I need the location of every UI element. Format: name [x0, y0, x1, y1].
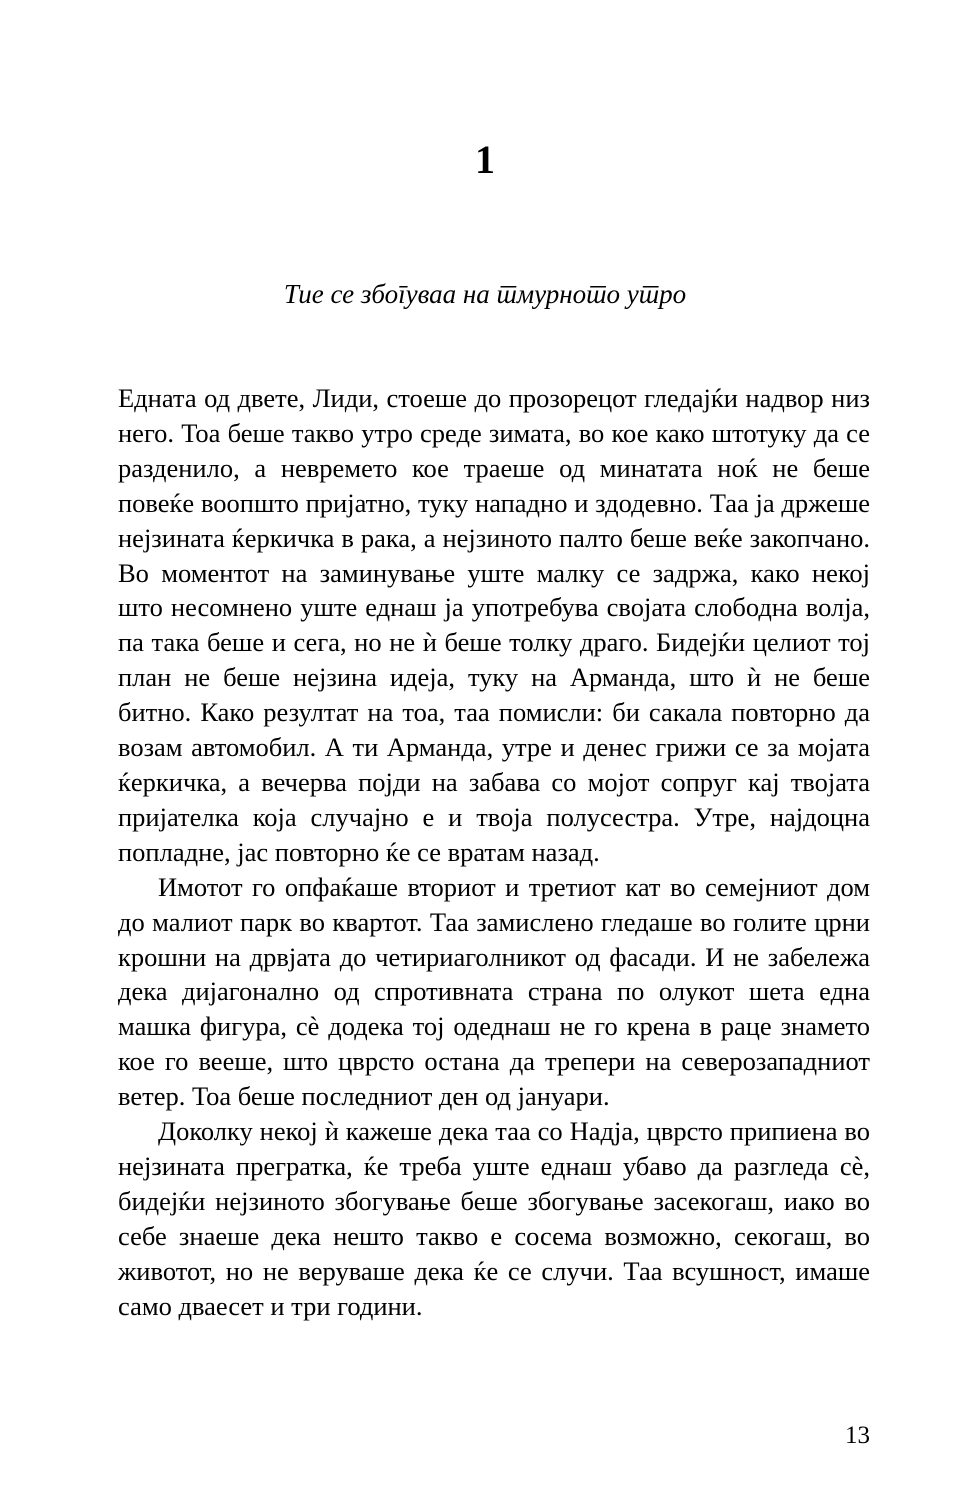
page-number: 13: [845, 1422, 870, 1449]
body-text-block: [118, 381, 870, 1323]
paragraph: Едната од двете, Лиди, стоеше до прозорецот гледајќи надвор низ него. Тоа беше такво утро среде зимата, во кое како штотуку да се разденило, а невремето кое траеше од минатата ноќ не беше повеќе воопшто пријатно, туку нападно и здодевно. Таа ја држеше нејзината ќеркичка в рака, а нејзиното палто беше веќе закопчано. Во моментот на заминување уште малку се задржа, како некој што несомнено уште еднаш ја употребува својата слободна волја, па така беше и сега, но не ѝ беше толку драго. Бидејќи целиот тој план не беше нејзина идеја, туку на Арманда, што ѝ не беше битно. Како резултат на тоа, таа помисли: би сакала повторно да возам автомобил. А ти Арманда, утре и денес грижи се за мојата ќеркичка, а вечерва појди на забава со мојот сопруг кај твојата пријателка која случајно е и твоја полусестра. Утре, најдоцна попладне, јас повторно ќе се вратам назад.: [118, 383, 870, 867]
paragraph: Доколку некој ѝ кажеше дека таа со Надја, цврсто припиена во нејзината прегратка, ќе треба уште еднаш убаво да разгледа сѐ, бидејќи нејзиното збогување беше збогување засекогаш, иако во себе знаеше дека нешто такво е сосема возможно, секогаш, во животот, но не веруваше дека ќе се случи. Таа всушност, имаше само дваесет и три години.: [118, 1116, 870, 1321]
chapter-number: 1: [475, 137, 495, 182]
chapter-subtitle: Тие се збогуваа на тмурното утро: [283, 279, 687, 309]
paragraph: Имотот го опфаќаше вториот и третиот кат во семејниот дом до малиот парк во квартот. Таа замислено гледаше во голите црни крошни на дрвјата до четириаголникот од фасади. И не забележа дека дијагонално од спротивната страна по олукот шета една машка фигура, сѐ додека тој одеднаш не го крена в раце знамето кое го вееше, што цврсто остана да трепери на северозападниот ветер. Тоа беше последниот ден од јануари.: [118, 871, 870, 1112]
